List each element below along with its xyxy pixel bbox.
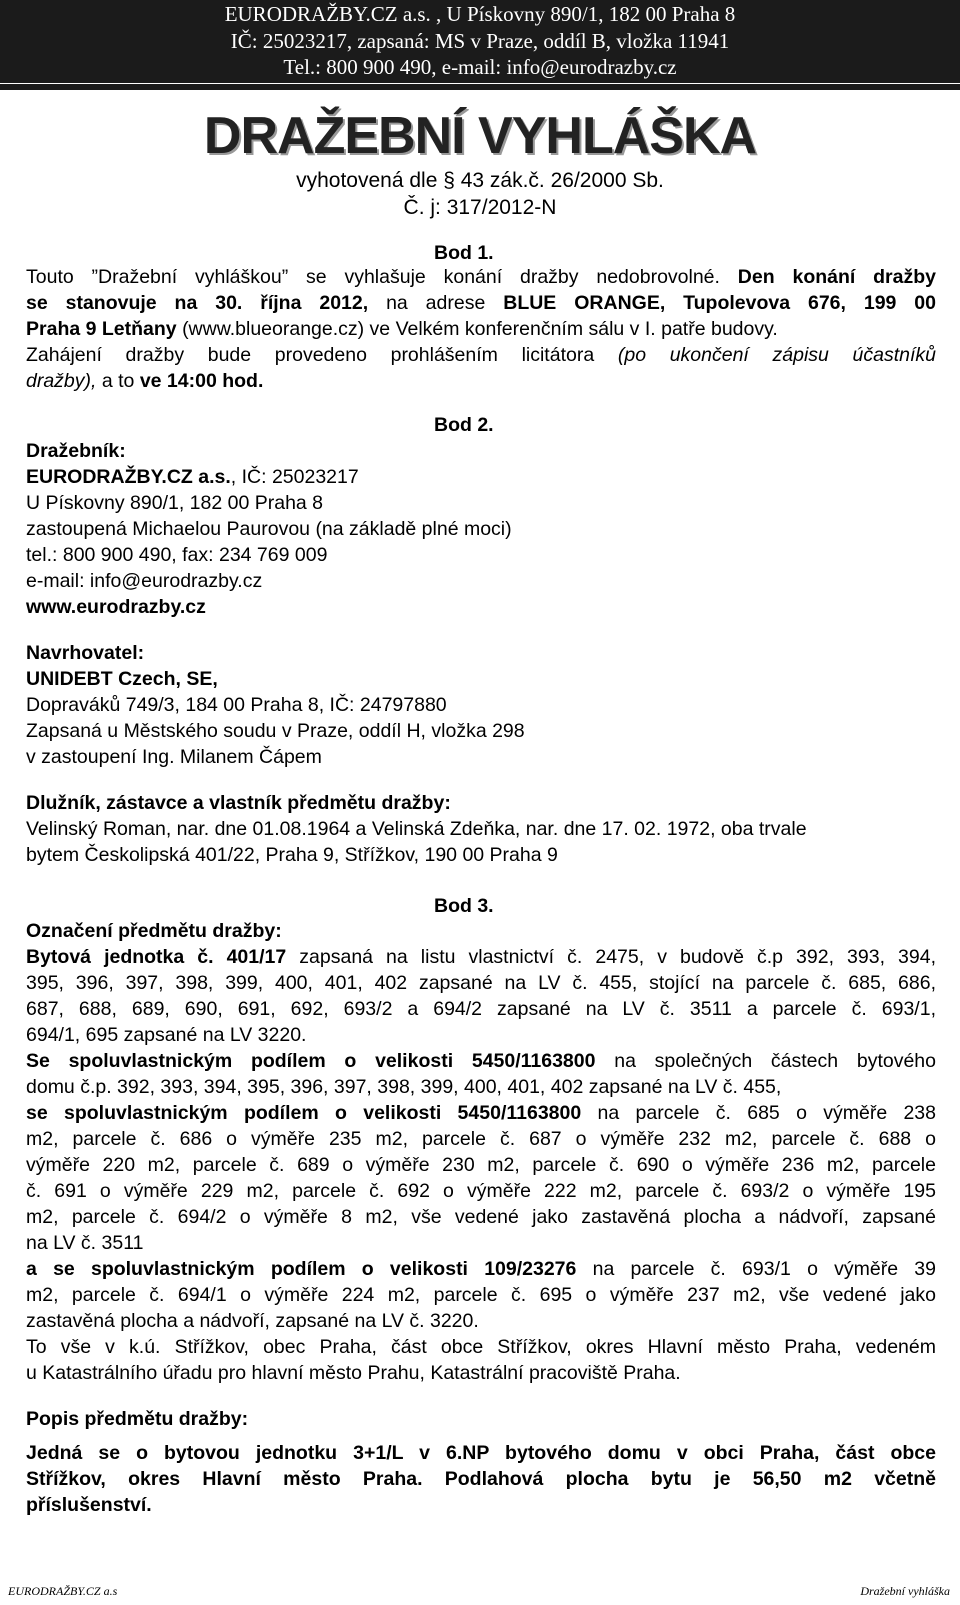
description-label: Popis předmětu dražby:	[26, 1408, 249, 1430]
share-line: zastavěná plocha a nádvoří, zapsané na LV č. 3220.	[26, 1310, 479, 1332]
share-line	[26, 1256, 936, 1282]
text-segment: se stanovuje na 30. října 2012,	[26, 292, 369, 314]
proposer-name: UNIDEBT Czech, SE,	[26, 668, 218, 690]
text-segment: zapsaná na listu vlastnictví č. 2475, v budově č.p 392, 393, 394,	[299, 946, 936, 968]
text-segment: na adrese	[386, 292, 486, 314]
header-line-1: EURODRAŽBY.CZ a.s. , U Pískovny 890/1, 182 00 Praha 8	[224, 2, 736, 26]
share-line: domu č.p. 392, 393, 394, 395, 396, 397, 398, 399, 400, 401, 402 zapsané na LV č. 455,	[26, 1076, 782, 1098]
bod1-line	[26, 290, 936, 316]
auctioneer-name	[26, 464, 359, 490]
proposer-address: Dopraváků 749/3, 184 00 Praha 8, IČ: 24797880	[26, 694, 447, 716]
bod2-heading: Bod 2.	[434, 414, 494, 436]
share-line: č. 691 o výměře 229 m2, parcele č. 692 o výměře 222 m2, parcele č. 693/2 o výměře 195	[26, 1180, 936, 1202]
auctioneer-address: U Pískovny 890/1, 182 00 Praha 8	[26, 492, 324, 514]
proposer-registration: Zapsaná u Městského soudu v Praze, oddíl H, vložka 298	[26, 720, 525, 742]
description-line: Jedná se o bytovou jednotku 3+1/L v 6.NP bytového domu v obci Praha, část obce	[26, 1442, 936, 1464]
text-segment: Bytová jednotka č. 401/17	[26, 946, 287, 968]
description-line: Střížkov, okres Hlavní město Praha. Podlahová plocha bytu je 56,50 m2 včetně	[26, 1468, 936, 1490]
text-segment: (po ukončení zápisu účastníků	[617, 344, 937, 366]
subject-line: 395, 396, 397, 398, 399, 400, 401, 402 zapsané na LV č. 455, stojící na parcele č. 685, 686,	[26, 972, 936, 994]
bod1-line	[26, 264, 936, 290]
share-line: m2, parcele č. 686 o výměře 235 m2, parcele č. 687 o výměře 232 m2, parcele č. 688 o	[26, 1128, 936, 1150]
share-line	[26, 1048, 936, 1074]
text-segment: , IČ: 25023217	[230, 466, 359, 488]
share-line: m2, parcele č. 694/2 o výměře 8 m2, vše vedené jako zastavěná plocha a nádvoří, zapsané	[26, 1206, 936, 1228]
auctioneer-label: Dražebník:	[26, 440, 126, 462]
text-segment: na parcele č. 685 o výměře 238	[597, 1102, 936, 1124]
document-title: DRAŽEBNÍ VYHLÁŠKA	[203, 107, 757, 165]
share-line: výměře 220 m2, parcele č. 689 o výměře 230 m2, parcele č. 690 o výměře 236 m2, parcele	[26, 1154, 936, 1176]
share-line	[26, 1100, 936, 1126]
text-segment: Se spoluvlastnickým podílem o velikosti 5450/1163800	[26, 1050, 596, 1072]
bod1-line	[26, 368, 263, 394]
share-line: m2, parcele č. 694/1 o výměře 224 m2, parcele č. 695 o výměře 237 m2, vše vedené jako	[26, 1284, 936, 1306]
bod1-line	[26, 342, 936, 368]
auctioneer-web-link[interactable]: www.eurodrazby.cz	[26, 596, 206, 618]
header-line-2: IČ: 25023217, zapsaná: MS v Praze, oddíl B, vložka 11941	[230, 29, 730, 53]
text-segment: na společných částech bytového	[614, 1050, 936, 1072]
text-segment: dražby),	[26, 370, 97, 392]
subject-line	[26, 944, 936, 970]
debtor-label: Dlužník, zástavce a vlastník předmětu dražby:	[26, 792, 451, 814]
bod1-heading: Bod 1.	[434, 242, 494, 264]
text-segment: Touto ”Dražební vyhláškou” se vyhlašuje konání dražby nedobrovolné.	[26, 266, 720, 288]
header-divider	[0, 83, 960, 84]
description-line: příslušenství.	[26, 1494, 152, 1516]
subject-label: Označení předmětu dražby:	[26, 920, 282, 942]
text-segment: Praha 9 Letňany	[26, 318, 177, 340]
subject-line: 694/1, 695 zapsané na LV 3220.	[26, 1024, 307, 1046]
footer-left: EURODRAŽBY.CZ a.s	[8, 1584, 118, 1598]
proposer-representative: v zastoupení Ing. Milanem Čápem	[26, 746, 322, 768]
text-segment: se spoluvlastnickým podílem o velikosti 5450/1163800	[26, 1102, 582, 1124]
text-segment: Den konání dražby	[737, 266, 937, 288]
subtitle-reference: Č. j: 317/2012-N	[403, 196, 557, 219]
debtor-line: Velinský Roman, nar. dne 01.08.1964 a Velinská Zdeňka, nar. dne 17. 02. 1972, oba trvale	[26, 818, 807, 840]
subject-line: 687, 688, 689, 690, 691, 692, 693/2 a 694/2 zapsané na LV č. 3511 a parcele č. 693/1,	[26, 998, 936, 1020]
cadastre-line: To vše v k.ú. Střížkov, obec Praha, část obce Střížkov, okres Hlavní město Praha, vedeném	[26, 1336, 936, 1358]
cadastre-line: u Katastrálního úřadu pro hlavní město Prahu, Katastrální pracoviště Praha.	[26, 1362, 681, 1384]
bod1-line	[26, 316, 778, 342]
auctioneer-email: e-mail: info@eurodrazby.cz	[26, 570, 263, 592]
text-segment: a to	[101, 370, 135, 392]
debtor-line: bytem Českolipská 401/22, Praha 9, Střížkov, 190 00 Praha 9	[26, 844, 558, 866]
header-line-3: Tel.: 800 900 490, e-mail: info@eurodrazby.cz	[283, 55, 677, 79]
text-segment: (www.blueorange.cz) ve Velkém konferenčním sálu v I. patře budovy.	[182, 318, 778, 340]
bod3-heading: Bod 3.	[434, 895, 494, 917]
text-segment: BLUE ORANGE, Tupolevova 676, 199 00	[503, 292, 936, 314]
auctioneer-representative: zastoupená Michaelou Paurovou (na základě plné moci)	[26, 518, 512, 540]
proposer-label: Navrhovatel:	[26, 642, 145, 664]
auctioneer-phone: tel.: 800 900 490, fax: 234 769 009	[26, 544, 328, 566]
footer-right: Dražební vyhláška	[860, 1584, 950, 1598]
text-segment: na parcele č. 693/1 o výměře 39	[592, 1258, 936, 1280]
subtitle-law: vyhotovená dle § 43 zák.č. 26/2000 Sb.	[296, 169, 664, 192]
text-segment: EURODRAŽBY.CZ a.s.	[26, 466, 231, 488]
share-line: na LV č. 3511	[26, 1232, 144, 1254]
company-header	[0, 0, 960, 90]
text-segment: ve 14:00 hod.	[139, 370, 264, 392]
text-segment: a se spoluvlastnickým podílem o velikosti 109/23276	[26, 1258, 577, 1280]
text-segment: Zahájení dražby bude provedeno prohlášením licitátora	[26, 344, 595, 366]
